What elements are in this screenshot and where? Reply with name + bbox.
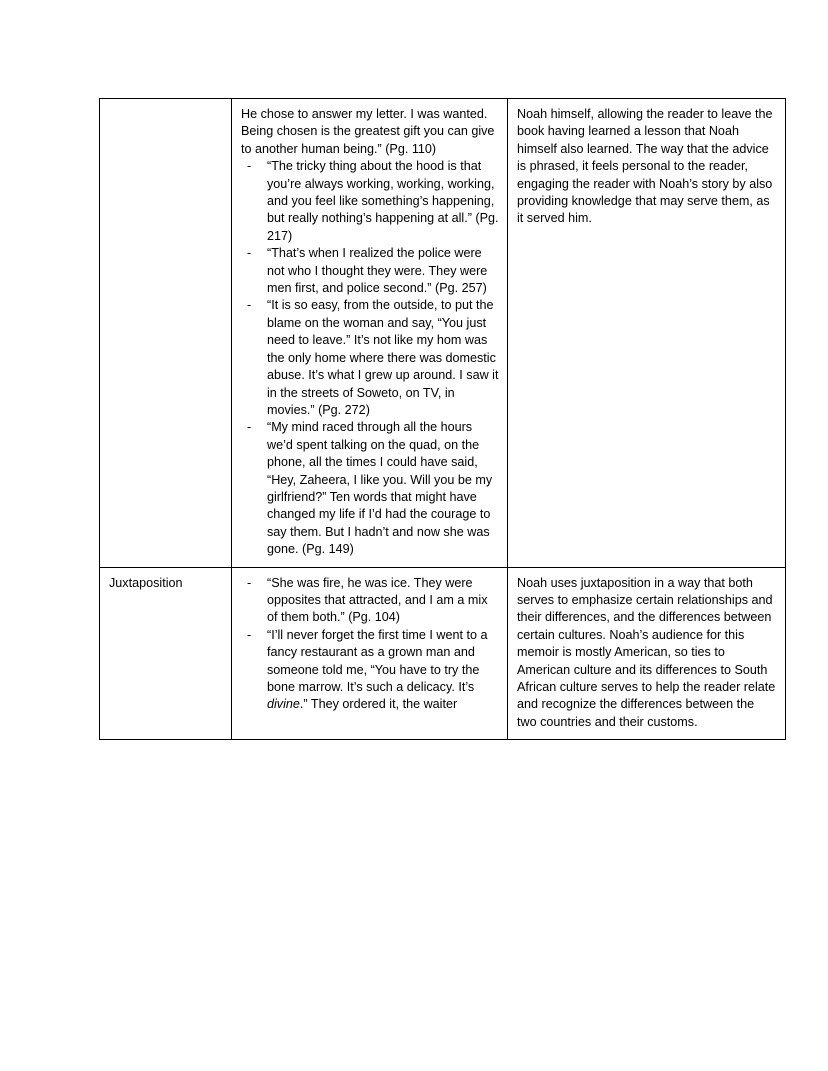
list-item xyxy=(241,245,499,297)
quote-text: “My mind raced through all the hours we’d spent talking on the quad, on the phone, all the times I could have said, “Hey, Zaheera, I like you. Will you be my girlfriend?” Ten words that might have changed my life if I’d had the courage to say them. But I hadn’t and now she was gone. (Pg. 149) xyxy=(267,420,493,557)
quote-list xyxy=(241,575,499,714)
bullet-dash-icon: - xyxy=(247,246,252,261)
term-cell xyxy=(100,99,232,568)
list-item xyxy=(241,627,499,714)
term-cell xyxy=(100,567,232,740)
table-row xyxy=(100,567,786,740)
bullet-dash-icon: - xyxy=(247,298,252,313)
analysis-cell xyxy=(508,99,786,568)
quotes-cell xyxy=(232,567,508,740)
list-item xyxy=(241,158,499,245)
list-item xyxy=(241,419,499,558)
quote-text: “That’s when I realized the police were not who I thought they were. They were men first, and police second.” (Pg. 257) xyxy=(267,246,488,296)
analysis-cell xyxy=(508,567,786,740)
bullet-dash-icon: - xyxy=(247,159,252,174)
quote-text: “I’ll never forget the first time I went to a fancy restaurant as a grown man and someone told me, “You have to try the bone marrow. It’s such a delicacy. It’s divine.” They ordered it, the waiter xyxy=(267,627,488,712)
list-item xyxy=(241,575,499,627)
analysis-text: Noah himself, allowing the reader to leave the book having learned a lesson that Noah himself also learned. The way that the advice is phrased, it feels personal to the reader, engaging the reader with Noah’s story by also providing knowledge that may serve them, as it served him. xyxy=(517,107,773,226)
table-row xyxy=(100,99,786,568)
list-item xyxy=(241,297,499,419)
quotes-cell xyxy=(232,99,508,568)
quote-continuation-text: He chose to answer my letter. I was wanted. Being chosen is the greatest gift you can give to another human being.” (Pg. 110) xyxy=(241,107,495,156)
bullet-dash-icon: - xyxy=(247,575,252,590)
quote-text: “It is so easy, from the outside, to put the blame on the woman and say, “You just need to leave.” It’s not like my hom was the only home where there was domestic abuse. It’s what I grew up around. I saw it in the streets of Soweto, on TV, in movies.” (Pg. 272) xyxy=(267,298,499,417)
bullet-dash-icon: - xyxy=(247,627,252,642)
analysis-text: Noah uses juxtaposition in a way that both serves to emphasize certain relationships and their differences, and the differences between certain cultures. Noah’s audience for this memoir is mostly American, so ties to American culture and its differences to South African culture serves to help the reader relate and recognize the differences between the two countries and their customs. xyxy=(517,575,776,729)
bullet-dash-icon: - xyxy=(247,420,252,435)
quote-text: “She was fire, he was ice. They were opposites that attracted, and I am a mix of them both.” (Pg. 104) xyxy=(267,575,488,625)
quote-text: “The tricky thing about the hood is that you’re always working, working, working, and you feel like something’s happening, but really nothing’s happening at all.” (Pg. 217) xyxy=(267,159,499,243)
quote-list xyxy=(241,158,499,558)
term-label: Juxtaposition xyxy=(109,575,183,590)
analysis-table xyxy=(99,98,786,740)
